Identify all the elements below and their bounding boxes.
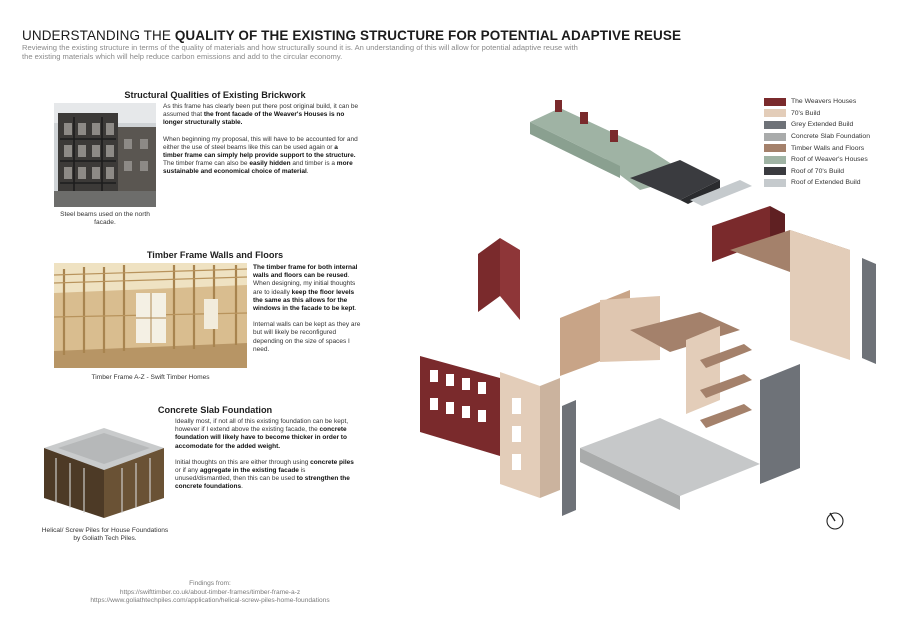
weavers-facade bbox=[420, 356, 500, 456]
legend-item: Roof of Weaver's Houses bbox=[764, 154, 870, 166]
concrete-title: Concrete Slab Foundation bbox=[157, 405, 273, 415]
north-arrow-icon bbox=[827, 513, 843, 529]
grey-extended-wall-lower bbox=[760, 364, 800, 484]
legend-item: Grey Extended Build bbox=[764, 119, 870, 131]
70s-build-facade bbox=[500, 372, 576, 516]
findings-url-1[interactable]: https://swifttimber.co.uk/about-timber-frames/timber-frame-a-z bbox=[119, 588, 301, 596]
timber-caption: Timber Frame A-Z - Swift Timber Homes bbox=[91, 374, 210, 381]
legend-item: 70's Build bbox=[764, 108, 870, 120]
legend-item: Roof of Extended Build bbox=[764, 177, 870, 189]
legend-item: Timber Walls and Floors bbox=[764, 142, 870, 154]
brickwork-title: Structural Qualities of Existing Brickwork bbox=[124, 90, 306, 100]
timber-title: Timber Frame Walls and Floors bbox=[146, 250, 284, 260]
legend-item: The Weavers Houses bbox=[764, 96, 870, 108]
concrete-slab bbox=[580, 418, 760, 496]
weavers-wall-left bbox=[478, 238, 500, 312]
title-bold: QUALITY OF THE EXISTING STRUCTURE FOR POTENTIAL ADAPTIVE REUSE bbox=[174, 28, 682, 43]
legend-item: Roof of 70's Build bbox=[764, 166, 870, 178]
page-subtitle: Reviewing the existing structure in terms of the quality of materials and how structurally sound it is. An understanding of this will allow for potential adaptive reuse with the existing materials which will help reduce carbon emissions and add to the circular economy. bbox=[22, 43, 578, 62]
timber-frame-assembly bbox=[560, 230, 850, 428]
concrete-caption: Helical/ Screw Piles for House Foundations by Goliath Tech Piles. bbox=[41, 527, 169, 543]
title-prefix: UNDERSTANDING THE bbox=[22, 28, 175, 43]
timber-text: The timber frame for both internal walls and floors can be reused. When designing, my initial thoughts are to ideally keep the floor levels the same as this allows for the windows in the facade to be kept. Internal walls can be kept as they are but will likely be reconfigured depending on the size of spaces I need. bbox=[253, 264, 361, 353]
legend-item: Concrete Slab Foundation bbox=[764, 131, 870, 143]
grey-extended-wall bbox=[862, 258, 876, 364]
brickwork-caption: Steel beams used on the north facade. bbox=[60, 211, 150, 227]
concrete-text: Ideally most, if not all of this existing foundation can be kept, however if I extend above the existing facade, the concrete foundation will likely have to become thicker in order to accomodate for the added weight. Initial thoughts on this are either through using concrete piles or if any aggregate in the existing facade is unused/dismantled, then this can be used to strengthen the concrete foundations. bbox=[175, 418, 354, 491]
weavers-wall-left-side bbox=[500, 238, 520, 320]
brickwork-text: As this frame has clearly been put there post original build, it can be assumed that the front facade of the Weaver's Houses is no longer structurally stable. When beginning my proposal, this will have to be accounted for and either the use of steel beams like this can be used again or a timber frame can simply help provide support to the structure. The timber frame can also be easily hidden and timber is a more sustainable and economical choice of material. bbox=[163, 103, 359, 176]
findings-url-2[interactable]: https://www.goliathtechpiles.com/application/helical-screw-piles-home-foundations bbox=[90, 597, 330, 605]
findings-heading: Findings from: bbox=[189, 580, 231, 587]
